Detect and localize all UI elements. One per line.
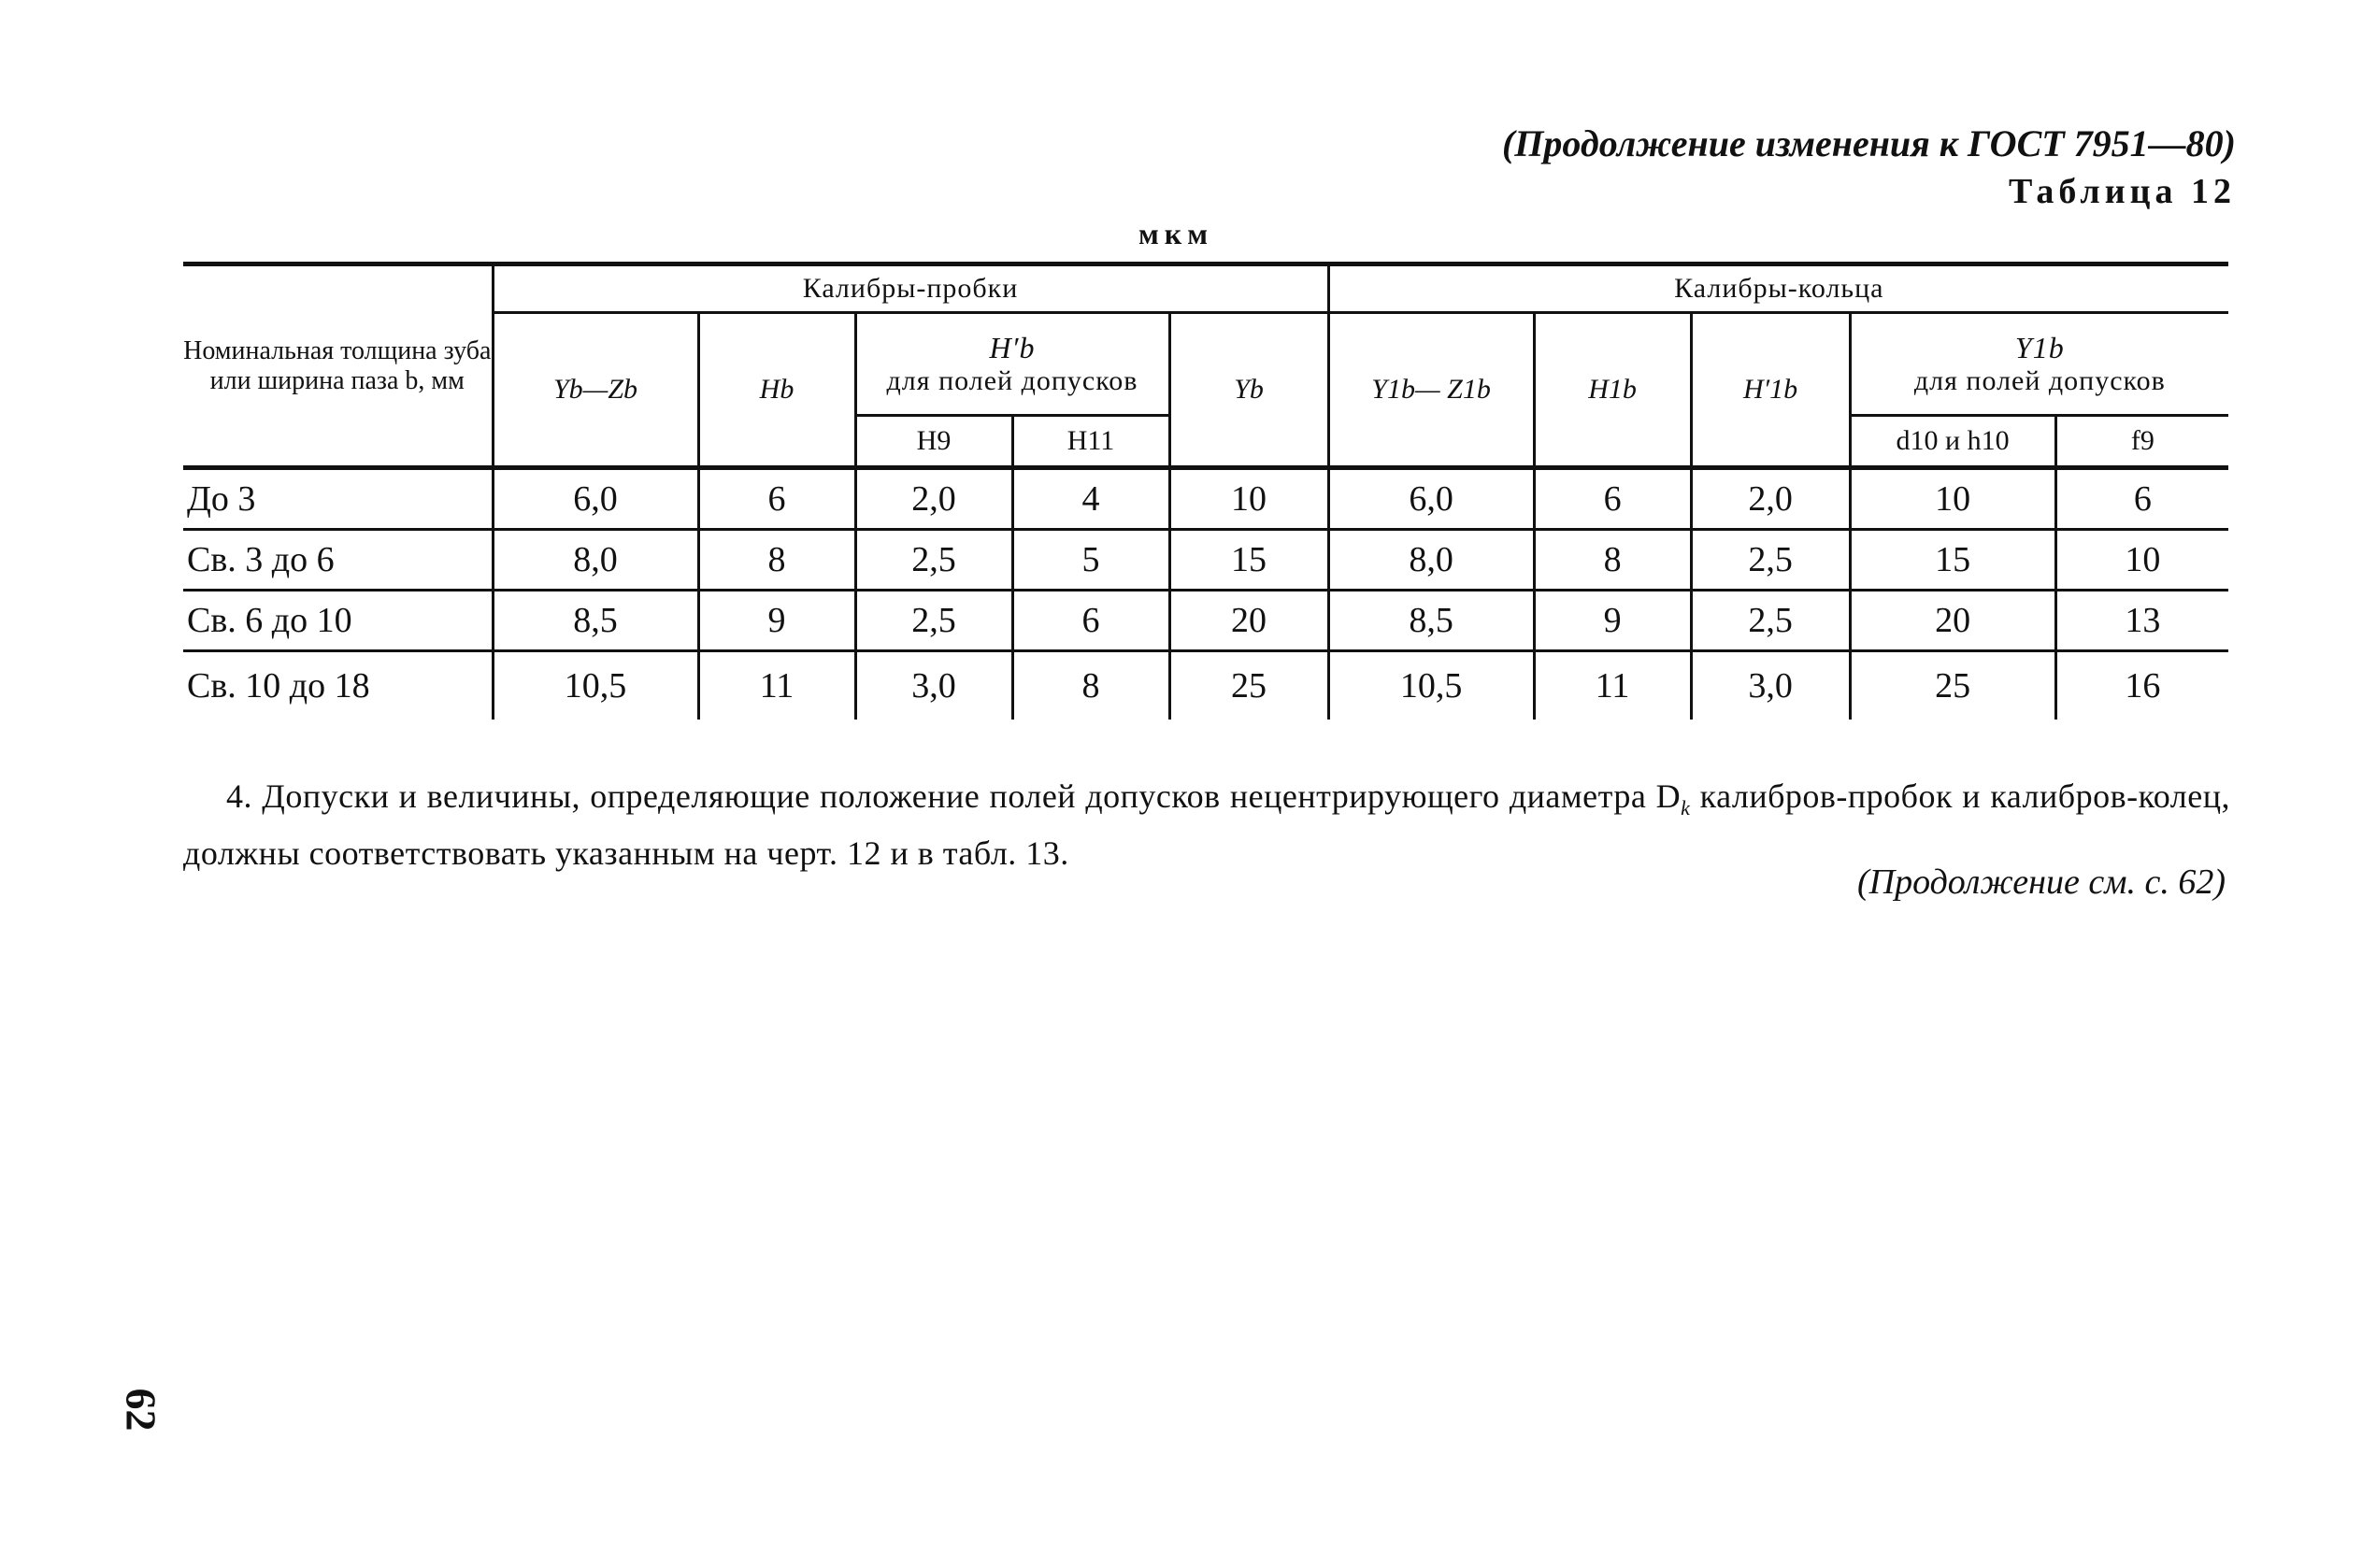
group-header-rings: Калибры-кольца — [1328, 264, 2228, 313]
col-y1b: Y1b — [2014, 331, 2065, 364]
table-cell: 6 — [1012, 591, 1169, 651]
col-h9: H9 — [855, 416, 1012, 468]
col-yb: Yb — [1169, 313, 1328, 468]
col-h1b: H1b — [1534, 313, 1691, 468]
table-cell: 25 — [1850, 651, 2055, 720]
table-cell: 8 — [1534, 530, 1691, 591]
col-y1b-group — [1850, 313, 2228, 416]
table-cell: 2,0 — [1691, 468, 1850, 530]
stub-header-text: Номинальная толщина зуба или ширина паза b, мм — [183, 335, 492, 395]
col-hb-prime: H′b — [989, 331, 1036, 364]
row-label: Св. 6 до 10 — [183, 591, 493, 651]
table-cell: 9 — [1534, 591, 1691, 651]
table-cell: 13 — [2055, 591, 2228, 651]
table-cell: 8 — [1012, 651, 1169, 720]
table-cell: 8,0 — [493, 530, 698, 591]
col-yb-zb: Yb—Zb — [493, 313, 698, 468]
table-cell: 10 — [2055, 530, 2228, 591]
col-hb-prime-group — [855, 313, 1169, 416]
col-y1b-z1b: Y1b— Z1b — [1328, 313, 1534, 468]
table-row — [183, 591, 2228, 651]
stub-header — [183, 264, 493, 468]
table-cell: 2,5 — [1691, 530, 1850, 591]
table-label: Таблица 12 — [2008, 172, 2236, 211]
table-cell: 10 — [1169, 468, 1328, 530]
table-cell: 10 — [1850, 468, 2055, 530]
tolerance-table — [183, 262, 2228, 720]
row-label: Св. 3 до 6 — [183, 530, 493, 591]
table-cell: 20 — [1850, 591, 2055, 651]
table-cell: 3,0 — [1691, 651, 1850, 720]
col-d10-h10: d10 и h10 — [1850, 416, 2055, 468]
note-text-tail: калибров-пробок и калибров-колец, должны соответствовать указанным на черт. 12 и в табл. 13. — [183, 777, 2230, 873]
row-label: До 3 — [183, 468, 493, 530]
col-h11: H11 — [1012, 416, 1169, 468]
table-cell: 20 — [1169, 591, 1328, 651]
table-row — [183, 468, 2228, 530]
note-subscript: k — [1681, 796, 1691, 820]
table-cell: 6,0 — [493, 468, 698, 530]
col-hb-prime-fields: для полей допусков — [886, 365, 1138, 396]
table-cell: 8,5 — [493, 591, 698, 651]
row-label: Св. 10 до 18 — [187, 666, 370, 706]
table-cell: 8,0 — [1328, 530, 1534, 591]
table-cell: 15 — [1169, 530, 1328, 591]
col-h1b-prime: H′1b — [1691, 313, 1850, 468]
table-cell: 15 — [1850, 530, 2055, 591]
note-text-main: 4. Допуски и величины, определяющие положение полей допусков нецентрирующего диаметра D — [226, 777, 1682, 815]
table-cell: 5 — [1012, 530, 1169, 591]
table-cell: 8 — [698, 530, 855, 591]
page-number: 62 — [117, 1388, 165, 1432]
table-cell: 25 — [1169, 651, 1328, 720]
group-header-plugs: Калибры-пробки — [493, 264, 1328, 313]
table-cell: 10,5 — [493, 651, 698, 720]
table-cell: 10,5 — [1328, 651, 1534, 720]
table-cell: 2,5 — [855, 591, 1012, 651]
table-cell: 9 — [698, 591, 855, 651]
col-y1b-fields: для полей допусков — [1913, 365, 2166, 396]
table-cell: 2,5 — [855, 530, 1012, 591]
table-cell: 16 — [2055, 651, 2228, 720]
table-row — [183, 651, 2228, 720]
document-header: (Продолжение изменения к ГОСТ 7951—80) — [1501, 122, 2236, 164]
continuation-note: (Продолжение см. с. 62) — [1856, 862, 2226, 902]
table-cell: 2,0 — [855, 468, 1012, 530]
table-row — [183, 530, 2228, 591]
table-cell: 11 — [698, 651, 855, 720]
table-cell: 8,5 — [1328, 591, 1534, 651]
table-cell: 6 — [2055, 468, 2228, 530]
note-paragraph — [183, 774, 2230, 876]
col-f9: f9 — [2055, 416, 2228, 468]
table-cell: 11 — [1534, 651, 1691, 720]
table-cell: 2,5 — [1691, 591, 1850, 651]
col-hb: Hb — [698, 313, 855, 468]
table-cell: 6 — [698, 468, 855, 530]
table-cell: 6 — [1534, 468, 1691, 530]
table-cell: 4 — [1012, 468, 1169, 530]
table-cell: 6,0 — [1328, 468, 1534, 530]
table-body — [183, 468, 2228, 720]
table-cell: 3,0 — [855, 651, 1012, 720]
unit-label: мкм — [1138, 217, 1214, 250]
